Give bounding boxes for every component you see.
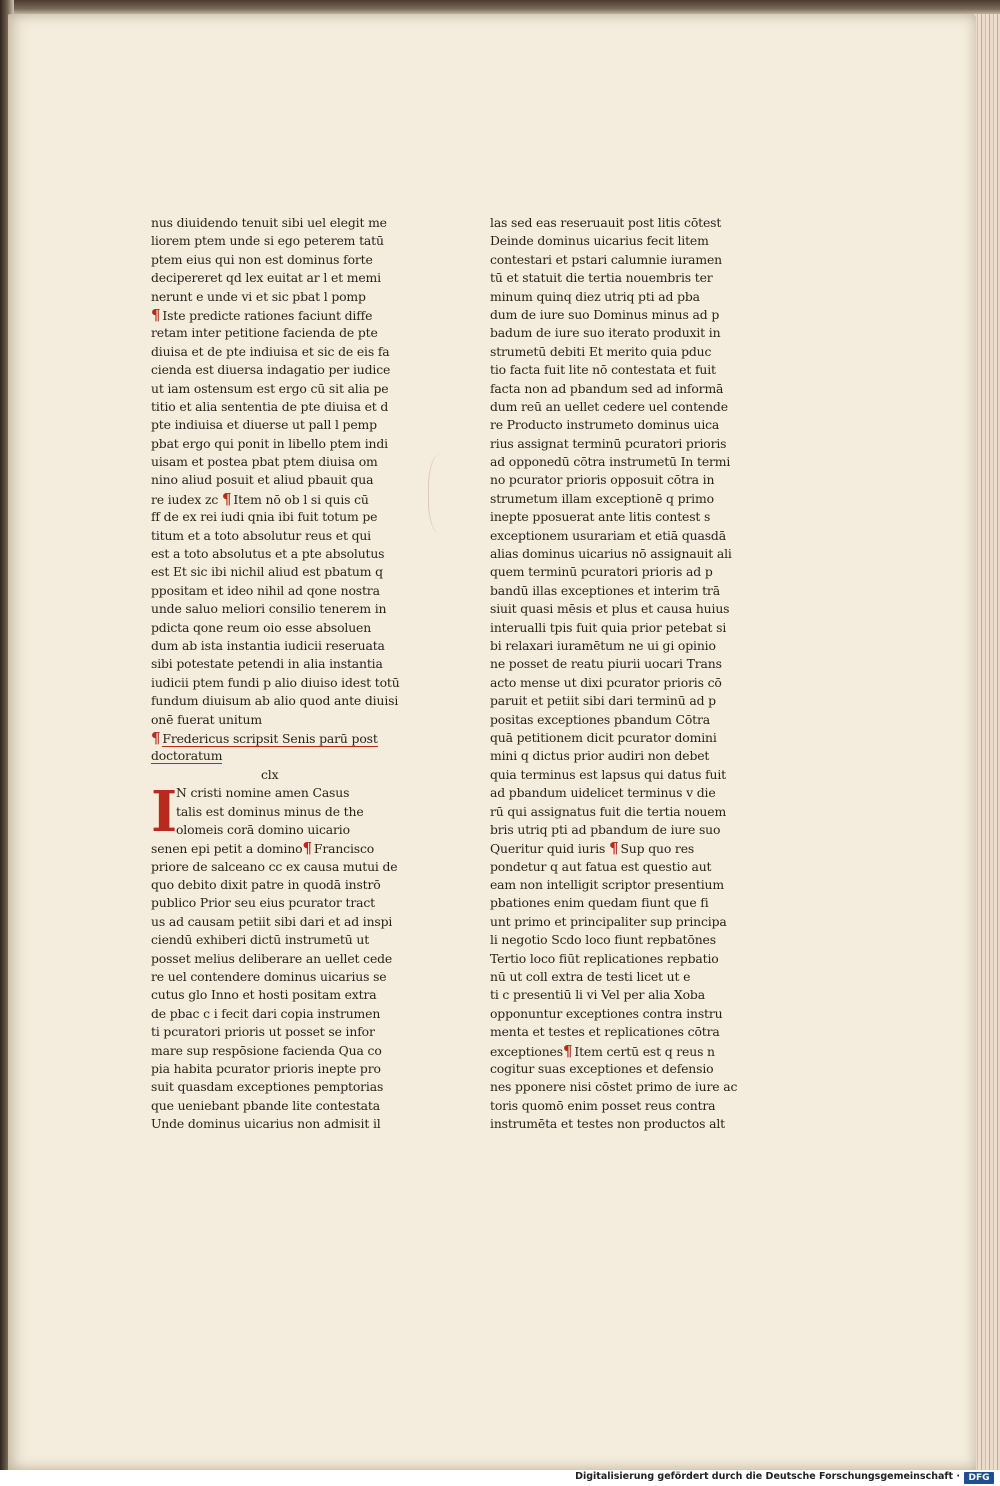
text-line: positas exceptiones pbandum Cōtra bbox=[490, 711, 711, 727]
text-line: quia terminus est lapsus qui datus fuit bbox=[490, 766, 726, 782]
text-line: opponuntur exceptiones contra instru bbox=[490, 1005, 723, 1021]
text-line: li negotio Scdo loco fiunt repbatōnes bbox=[490, 932, 716, 948]
text-line: mini q dictus prior audiri non debet bbox=[490, 748, 710, 764]
text-line: Tertio loco fiūt replicationes repbatio bbox=[490, 950, 719, 966]
text-line: unt primo et principaliter sup principa bbox=[490, 913, 727, 929]
text-span: exceptiones bbox=[490, 1043, 563, 1059]
pilcrow-icon: ¶ bbox=[302, 839, 312, 858]
text-line: diuisa et de pte indiuisa et sic de eis fa bbox=[151, 343, 390, 359]
text-line: cogitur suas exceptiones et defensio bbox=[490, 1060, 714, 1076]
right-text-column bbox=[490, 214, 744, 1134]
text-line: sibi potestate petendi in alia instantia bbox=[151, 656, 383, 672]
text-line: ne posset de reatu piurii uocari Trans bbox=[490, 656, 722, 672]
dfg-logo: DFG bbox=[964, 1472, 994, 1484]
text-line: eam non intelligit scriptor presentium bbox=[490, 877, 724, 893]
exceptiones-line bbox=[490, 1042, 744, 1060]
text-line: pondetur q aut fatua est questio aut bbox=[490, 858, 712, 874]
text-line: posset melius deliberare an uellet cede bbox=[151, 950, 393, 966]
text-line: dum de iure suo Dominus minus ad p bbox=[490, 306, 720, 322]
pilcrow-icon: ¶ bbox=[151, 305, 161, 324]
paragraph-inline bbox=[151, 490, 401, 508]
text-line: dum ab ista instantia iudicii reseruata bbox=[151, 637, 385, 653]
text-line: interualli tpis fuit quia prior petebat si bbox=[490, 619, 727, 635]
text-line: ad opponedū cōtra instrumetū In termi bbox=[490, 454, 731, 470]
pilcrow-icon: ¶ bbox=[562, 1041, 573, 1060]
text-line: unde saluo meliori consilio tenerem in bbox=[151, 601, 387, 617]
text-line: decipereret qd lex euitat ar l et memi bbox=[151, 270, 381, 286]
text-line: nerunt e unde vi et sic pbat l pomp bbox=[151, 288, 366, 304]
text-line: instrumēta et testes non productos alt bbox=[490, 1116, 725, 1132]
text-line: minum quinq diez utriq pti ad pba bbox=[490, 288, 700, 304]
text-line: onē fuerat unitum bbox=[151, 711, 262, 727]
text-line: fundum diuisum ab alio quod ante diuisi bbox=[151, 693, 399, 709]
text-line: nū ut coll extra de testi licet ut e bbox=[490, 969, 691, 985]
initial-block bbox=[151, 784, 401, 858]
text-line: ff de ex rei iudi qnia ibi fuit totum pe bbox=[151, 509, 378, 525]
text-line: liorem ptem unde si ego peterem tatū bbox=[151, 233, 384, 249]
footer-bar bbox=[0, 1470, 1000, 1486]
text-line: nes pponere nisi cōstet primo de iure ac bbox=[490, 1079, 738, 1095]
text-line: cutus glo Inno et hosti positam extra bbox=[151, 987, 377, 1003]
text-line: bi relaxari iuramētum ne ui gi opinio bbox=[490, 637, 716, 653]
text-line: nino aliud posuit et aliud pbauit qua bbox=[151, 472, 374, 488]
text-line: de pbac c i fecit dari copia instrumen bbox=[151, 1005, 381, 1021]
text-line: pia habita pcurator prioris inepte pro bbox=[151, 1060, 381, 1076]
text-line: N cristi nomine amen Casus bbox=[176, 785, 350, 801]
text-line: pbationes enim quedam fiunt que fi bbox=[490, 895, 709, 911]
text-line: alias dominus uicarius nō assignauit ali bbox=[490, 546, 732, 562]
text-line: no pcurator prioris opposuit cōtra in bbox=[490, 472, 715, 488]
text-line: rius assignat terminū pcuratori prioris bbox=[490, 435, 727, 451]
text-line: exceptionem usurariam et etiā quasdā bbox=[490, 527, 726, 543]
funding-credit: Digitalisierung gefördert durch die Deutsche Forschungsgemeinschaft · bbox=[575, 1471, 960, 1482]
text-span: re iudex zc bbox=[151, 491, 219, 507]
text-line: uisam et postea pbat ptem diuisa om bbox=[151, 454, 378, 470]
text-line: cienda est diuersa indagatio per iudice bbox=[151, 362, 391, 378]
text-line: paruit et petiit sibi dari terminū ad p bbox=[490, 693, 716, 709]
text-line: strumetum illam exceptionē q primo bbox=[490, 490, 714, 506]
pilcrow-icon: ¶ bbox=[151, 728, 161, 747]
pilcrow-icon: ¶ bbox=[609, 839, 619, 858]
text-line: menta et testes et replicationes cōtra bbox=[490, 1024, 720, 1040]
text-line: titio et alia sententia de pte diuisa et d bbox=[151, 398, 389, 414]
text-line: acto mense ut dixi pcurator prioris cō bbox=[490, 674, 722, 690]
text-line: inepte pposuerat ante litis contest s bbox=[490, 509, 711, 525]
text-line: que ueniebant pbande lite contestata bbox=[151, 1097, 380, 1113]
text-line: suit quasdam exceptiones pemptorias bbox=[151, 1079, 384, 1095]
text-line: retam inter petitione facienda de pte bbox=[151, 325, 378, 341]
text-span: senen epi petit a domino bbox=[151, 841, 303, 857]
text-line: mare sup respōsione facienda Qua co bbox=[151, 1042, 382, 1058]
text-line: pdicta qone reum oio esse absoluen bbox=[151, 619, 372, 635]
author-rubric-2 bbox=[151, 747, 401, 765]
quaeritur-line bbox=[490, 839, 744, 857]
text-line: priore de salceano cc ex causa mutui de bbox=[151, 858, 398, 874]
text-line: talis est dominus minus de the bbox=[176, 803, 364, 819]
text-line bbox=[151, 839, 401, 857]
text-line: siuit quasi mēsis et plus et causa huius bbox=[490, 601, 730, 617]
text-line: ti c presentiū li vi Vel per alia Xoba bbox=[490, 987, 705, 1003]
text-line: las sed eas reseruauit post litis cōtest bbox=[490, 215, 722, 230]
text-line: Unde dominus uicarius non admisit il bbox=[151, 1116, 381, 1132]
text-line: est Et sic ibi nichil aliud est pbatum q bbox=[151, 564, 383, 580]
text-span: Francisco bbox=[313, 841, 375, 857]
text-line: pbat ergo qui ponit in libello ptem indi bbox=[151, 435, 388, 451]
text-line: contestari et pstari calumnie iuramen bbox=[490, 251, 722, 267]
text-span: Item nō ob l si quis cū bbox=[233, 491, 369, 507]
text-line: pte indiuisa et diuerse ut pall l pemp bbox=[151, 417, 377, 433]
paragraph-start bbox=[151, 306, 401, 324]
text-line: bris utriq pti ad pbandum de iure suo bbox=[490, 821, 721, 837]
text-span: Item certū est q reus n bbox=[574, 1043, 715, 1059]
text-line: Deinde dominus uicarius fecit litem bbox=[490, 233, 709, 249]
text-line: ut iam ostensum est ergo cū sit alia pe bbox=[151, 380, 389, 396]
text-line: iudicii ptem fundi p alio diuiso idest totū bbox=[151, 674, 400, 690]
text-line: est a toto absolutus et a pte absolutus bbox=[151, 546, 385, 562]
text-line: us ad causam petiit sibi dari et ad inspi bbox=[151, 913, 393, 929]
text-line: facta non ad pbandum sed ad informā bbox=[490, 380, 724, 396]
text-line: toris quomō enim posset reus contra bbox=[490, 1097, 716, 1113]
text-line: rū qui assignatus fuit die tertia nouem bbox=[490, 803, 727, 819]
pilcrow-icon: ¶ bbox=[221, 489, 232, 508]
manuscript-page bbox=[8, 14, 976, 1470]
text-line: quem terminū pcuratori prioris ad p bbox=[490, 564, 713, 580]
author-rubric bbox=[151, 729, 401, 747]
text-line: tū et statuit die tertia nouembris ter bbox=[490, 270, 713, 286]
text-line: publico Prior seu eius pcurator tract bbox=[151, 895, 375, 911]
text-line: bandū illas exceptiones et interim trā bbox=[490, 582, 720, 598]
text-span: Iste predicte rationes faciunt diffe bbox=[162, 307, 373, 323]
text-line: tio facta fuit lite nō contestata et fuit bbox=[490, 362, 716, 378]
text-line: olomeis corā domino uicario bbox=[176, 821, 350, 837]
text-line: titum et a toto absolutur reus et qui bbox=[151, 527, 371, 543]
text-line: dum reū an uellet cedere uel contende bbox=[490, 398, 728, 414]
text-line: ptem eius qui non est dominus forte bbox=[151, 251, 373, 267]
text-line: badum de iure suo iterato produxit in bbox=[490, 325, 721, 341]
left-text-column bbox=[151, 214, 401, 1134]
text-line: quo debito dixit patre in quodā instrō bbox=[151, 877, 381, 893]
decorated-initial: I bbox=[151, 784, 178, 846]
text-line: re Producto instrumeto dominus uica bbox=[490, 417, 720, 433]
text-line: strumetū debiti Et merito quia pduc bbox=[490, 343, 712, 359]
chapter-number: clx bbox=[261, 766, 279, 782]
text-span: Sup quo res bbox=[620, 841, 695, 857]
text-line: ti pcuratori prioris ut posset se infor bbox=[151, 1024, 375, 1040]
text-span: doctoratum bbox=[151, 748, 223, 764]
text-line: nus diuidendo tenuit sibi uel elegit me bbox=[151, 215, 387, 230]
text-span: Fredericus scripsit Senis parū post bbox=[162, 730, 378, 746]
ink-stain bbox=[428, 454, 459, 534]
text-line: re uel contendere dominus uicarius se bbox=[151, 969, 387, 985]
text-span: Queritur quid iuris bbox=[490, 841, 606, 857]
text-line: ciendū exhiberi dictū instrumetū ut bbox=[151, 932, 370, 948]
book-right-edge bbox=[974, 14, 1000, 1470]
text-line: ad pbandum uidelicet terminus v die bbox=[490, 785, 716, 801]
text-line: quā petitionem dicit pcurator domini bbox=[490, 729, 717, 745]
text-line: ppositam et ideo nihil ad qone nostra bbox=[151, 582, 380, 598]
